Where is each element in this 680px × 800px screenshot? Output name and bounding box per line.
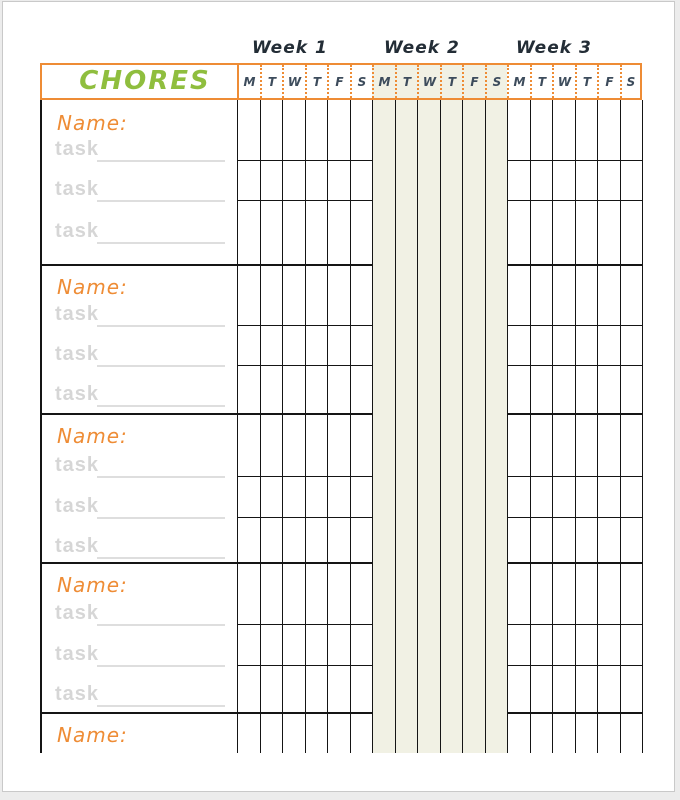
chore-cell[interactable] — [351, 666, 372, 711]
chore-cell[interactable] — [621, 101, 642, 159]
chore-cell[interactable] — [261, 101, 282, 159]
chore-cell[interactable] — [598, 563, 620, 623]
chore-cell[interactable] — [621, 625, 642, 664]
chore-cell[interactable] — [261, 666, 282, 711]
day-header-cell — [597, 65, 620, 98]
day-header-cell — [395, 65, 417, 98]
task-input-line[interactable] — [97, 665, 225, 667]
day-letter: M — [243, 74, 256, 89]
day-header-cell — [417, 65, 440, 98]
chore-cell[interactable] — [328, 201, 350, 263]
grid-vertical-line — [282, 100, 283, 753]
chore-cell[interactable] — [576, 477, 597, 516]
chore-cell[interactable] — [553, 666, 575, 711]
chore-cell[interactable] — [238, 101, 260, 159]
chore-cell[interactable] — [261, 201, 282, 263]
chore-cell[interactable] — [283, 326, 305, 364]
chore-cell[interactable] — [306, 201, 327, 263]
chore-cell[interactable] — [306, 518, 327, 561]
chore-cell[interactable] — [531, 366, 552, 412]
chore-cell[interactable] — [261, 265, 282, 324]
chore-cell[interactable] — [553, 563, 575, 623]
task-input-line[interactable] — [97, 557, 225, 559]
day-letter: T — [582, 74, 592, 89]
day-letter: T — [537, 74, 547, 89]
day-letter: T — [267, 74, 277, 89]
task-input-line[interactable] — [97, 405, 225, 407]
chore-cell[interactable] — [328, 101, 350, 159]
day-header-cell — [507, 65, 530, 98]
chore-cell[interactable] — [621, 201, 642, 263]
name-label: Name: — [57, 573, 128, 597]
task-input-line[interactable] — [97, 365, 225, 367]
chore-cell[interactable] — [283, 161, 305, 199]
chore-cell[interactable] — [238, 265, 260, 324]
week-3-label: Week 3 — [516, 38, 592, 58]
name-input-area[interactable] — [108, 426, 228, 450]
day-letter: S — [357, 74, 367, 89]
chore-cell[interactable] — [553, 518, 575, 561]
chore-cell[interactable] — [328, 414, 350, 475]
task-input-line[interactable] — [97, 705, 225, 707]
chore-cell[interactable] — [576, 666, 597, 711]
chore-cell[interactable] — [283, 265, 305, 324]
chore-cell[interactable] — [283, 414, 305, 475]
chore-cell[interactable] — [598, 201, 620, 263]
chore-cell[interactable] — [531, 625, 552, 664]
day-letter: M — [513, 74, 526, 89]
chore-cell[interactable] — [351, 161, 372, 199]
name-input-area[interactable] — [108, 277, 228, 301]
chore-cell[interactable] — [351, 201, 372, 263]
grid-vertical-line — [260, 100, 261, 753]
chore-cell[interactable] — [283, 201, 305, 263]
day-letter: F — [470, 74, 479, 89]
grid-vertical-line — [327, 100, 328, 753]
chore-cell[interactable] — [351, 366, 372, 412]
chore-cell[interactable] — [553, 326, 575, 364]
chore-cell[interactable] — [283, 101, 305, 159]
task-label: task — [55, 383, 100, 405]
chore-cell[interactable] — [238, 666, 260, 711]
chore-cell[interactable] — [621, 666, 642, 711]
chore-cell[interactable] — [328, 625, 350, 664]
day-header-cell — [305, 65, 327, 98]
chore-cell[interactable] — [306, 414, 327, 475]
chore-cell[interactable] — [598, 477, 620, 516]
task-input-line[interactable] — [97, 200, 225, 202]
grid-vertical-line — [485, 100, 486, 753]
chore-cell[interactable] — [598, 265, 620, 324]
day-letter: S — [492, 74, 502, 89]
chore-cell[interactable] — [238, 414, 260, 475]
grid-vertical-line — [620, 100, 621, 753]
chore-cell[interactable] — [508, 713, 530, 752]
chore-cell[interactable] — [576, 101, 597, 159]
day-header-cell — [282, 65, 305, 98]
chore-cell[interactable] — [598, 326, 620, 364]
chore-cell[interactable] — [508, 625, 530, 664]
task-label: task — [55, 683, 100, 705]
task-input-line[interactable] — [97, 624, 225, 626]
chore-cell[interactable] — [351, 563, 372, 623]
chore-cell[interactable] — [576, 161, 597, 199]
chore-cell[interactable] — [508, 563, 530, 623]
chore-cell[interactable] — [508, 477, 530, 516]
grid-vertical-line — [440, 100, 441, 753]
chore-cell[interactable] — [306, 625, 327, 664]
chore-cell[interactable] — [328, 161, 350, 199]
chore-cell[interactable] — [238, 518, 260, 561]
chore-cell[interactable] — [553, 101, 575, 159]
chore-cell[interactable] — [306, 666, 327, 711]
week-1-label: Week 1 — [252, 38, 328, 58]
chore-cell[interactable] — [328, 713, 350, 752]
chore-cell[interactable] — [261, 326, 282, 364]
chore-cell[interactable] — [306, 326, 327, 364]
chore-cell[interactable] — [531, 161, 552, 199]
grid-vertical-line — [350, 100, 351, 753]
week-2-label: Week 2 — [384, 38, 460, 58]
chore-cell[interactable] — [238, 563, 260, 623]
day-letter: T — [447, 74, 457, 89]
chore-cell[interactable] — [531, 414, 552, 475]
grid-vertical-line — [575, 100, 576, 753]
chore-cell[interactable] — [576, 366, 597, 412]
grid-vertical-line — [417, 100, 418, 753]
day-header-cell — [237, 65, 260, 98]
task-label: task — [55, 178, 100, 200]
chore-cell[interactable] — [283, 625, 305, 664]
task-label: task — [55, 138, 100, 160]
chore-cell[interactable] — [531, 666, 552, 711]
day-letter: M — [378, 74, 391, 89]
name-label: Name: — [57, 111, 128, 135]
chore-cell[interactable] — [328, 366, 350, 412]
chore-cell[interactable] — [283, 477, 305, 516]
chore-cell[interactable] — [238, 366, 260, 412]
chore-cell[interactable] — [328, 477, 350, 516]
chore-cell[interactable] — [531, 518, 552, 561]
grid-vertical-line — [642, 100, 643, 753]
name-label: Name: — [57, 275, 128, 299]
chore-cell[interactable] — [508, 414, 530, 475]
chore-cell[interactable] — [283, 366, 305, 412]
chore-cell[interactable] — [531, 101, 552, 159]
chore-cell[interactable] — [598, 414, 620, 475]
chore-cell[interactable] — [351, 518, 372, 561]
day-header-cell — [260, 65, 282, 98]
chore-cell[interactable] — [351, 713, 372, 752]
chore-cell[interactable] — [306, 563, 327, 623]
day-header-cell — [350, 65, 372, 98]
chore-cell[interactable] — [261, 366, 282, 412]
task-input-line[interactable] — [97, 517, 225, 519]
chore-cell[interactable] — [553, 414, 575, 475]
day-letter: S — [626, 74, 636, 89]
chore-cell[interactable] — [598, 666, 620, 711]
chore-cell[interactable] — [261, 518, 282, 561]
chore-cell[interactable] — [306, 101, 327, 159]
task-label: task — [55, 454, 100, 476]
chore-cell[interactable] — [576, 201, 597, 263]
chore-cell[interactable] — [351, 414, 372, 475]
chore-cell[interactable] — [621, 161, 642, 199]
chore-cell[interactable] — [576, 326, 597, 364]
day-letter: W — [422, 74, 437, 89]
task-label: task — [55, 535, 100, 557]
chore-cell[interactable] — [238, 326, 260, 364]
day-header-cell — [485, 65, 507, 98]
chore-cell[interactable] — [306, 713, 327, 752]
chore-cell[interactable] — [621, 477, 642, 516]
grid-vertical-line — [507, 100, 508, 753]
chore-cell[interactable] — [576, 414, 597, 475]
chore-cell[interactable] — [261, 563, 282, 623]
grid-vertical-line — [462, 100, 463, 753]
chore-cell[interactable] — [531, 326, 552, 364]
grid-vertical-line — [237, 100, 238, 753]
chore-cell[interactable] — [621, 518, 642, 561]
chore-cell[interactable] — [553, 366, 575, 412]
table-left-border — [40, 100, 42, 753]
chore-cell[interactable] — [306, 265, 327, 324]
chore-cell[interactable] — [576, 265, 597, 324]
day-letter: F — [605, 74, 614, 89]
chore-cell[interactable] — [553, 265, 575, 324]
chore-cell[interactable] — [351, 101, 372, 159]
chore-cell[interactable] — [283, 713, 305, 752]
chart-title: CHORES — [79, 66, 211, 96]
chore-cell[interactable] — [553, 477, 575, 516]
grid-vertical-line — [597, 100, 598, 753]
day-letter: T — [402, 74, 412, 89]
chore-cell[interactable] — [621, 563, 642, 623]
grid-vertical-line — [395, 100, 396, 753]
chore-cell[interactable] — [238, 713, 260, 752]
day-letter: T — [312, 74, 322, 89]
day-header-cell — [440, 65, 462, 98]
chore-cell[interactable] — [283, 563, 305, 623]
name-input-area[interactable] — [108, 113, 228, 137]
chore-cell[interactable] — [328, 563, 350, 623]
chore-cell[interactable] — [351, 265, 372, 324]
chore-cell[interactable] — [531, 713, 552, 752]
name-label: Name: — [57, 723, 128, 747]
task-input-line[interactable] — [97, 325, 225, 327]
chore-cell[interactable] — [576, 625, 597, 664]
chore-cell[interactable] — [576, 563, 597, 623]
chore-cell[interactable] — [283, 666, 305, 711]
chore-cell[interactable] — [351, 326, 372, 364]
chore-cell[interactable] — [508, 366, 530, 412]
chore-cell[interactable] — [553, 161, 575, 199]
chore-cell[interactable] — [328, 265, 350, 324]
chore-cell[interactable] — [508, 161, 530, 199]
chore-cell[interactable] — [621, 414, 642, 475]
task-input-line[interactable] — [97, 242, 225, 244]
day-header-cell — [372, 65, 395, 98]
day-letter: F — [335, 74, 344, 89]
chore-cell[interactable] — [508, 518, 530, 561]
chore-cell[interactable] — [598, 161, 620, 199]
chore-cell[interactable] — [553, 625, 575, 664]
task-label: task — [55, 303, 100, 325]
grid-vertical-line — [372, 100, 373, 753]
task-label: task — [55, 643, 100, 665]
task-label: task — [55, 343, 100, 365]
chore-cell[interactable] — [261, 713, 282, 752]
chore-cell[interactable] — [283, 518, 305, 561]
chore-cell[interactable] — [531, 265, 552, 324]
chore-cell[interactable] — [306, 161, 327, 199]
task-label: task — [55, 495, 100, 517]
chore-cell[interactable] — [508, 101, 530, 159]
chore-cell[interactable] — [306, 477, 327, 516]
day-header-cell — [620, 65, 642, 98]
chore-cell[interactable] — [238, 201, 260, 263]
chore-cell[interactable] — [621, 366, 642, 412]
name-input-area[interactable] — [108, 575, 228, 599]
task-input-line[interactable] — [97, 160, 225, 162]
chore-cell[interactable] — [621, 265, 642, 324]
chore-cell[interactable] — [576, 713, 597, 752]
day-header-cell — [462, 65, 485, 98]
chore-cell[interactable] — [328, 666, 350, 711]
task-label: task — [55, 220, 100, 242]
grid-vertical-line — [305, 100, 306, 753]
chore-cell[interactable] — [238, 625, 260, 664]
day-letter: W — [287, 74, 302, 89]
day-header-cell — [575, 65, 597, 98]
chore-cell[interactable] — [238, 161, 260, 199]
chore-cell[interactable] — [598, 713, 620, 752]
day-letter: W — [557, 74, 572, 89]
chore-cell[interactable] — [351, 625, 372, 664]
chore-cell[interactable] — [261, 161, 282, 199]
day-header-cell — [552, 65, 575, 98]
chore-cell[interactable] — [261, 477, 282, 516]
chore-cell[interactable] — [261, 414, 282, 475]
day-header-cell — [530, 65, 552, 98]
chore-cell[interactable] — [238, 477, 260, 516]
chore-cell[interactable] — [508, 326, 530, 364]
chore-cell[interactable] — [508, 201, 530, 263]
grid-vertical-line — [552, 100, 553, 753]
chore-cell[interactable] — [531, 201, 552, 263]
chore-cell[interactable] — [261, 625, 282, 664]
chore-cell[interactable] — [598, 101, 620, 159]
chore-cell[interactable] — [328, 326, 350, 364]
chore-cell[interactable] — [306, 366, 327, 412]
chore-cell[interactable] — [598, 625, 620, 664]
chore-cell[interactable] — [531, 563, 552, 623]
chore-cell[interactable] — [351, 477, 372, 516]
task-label: task — [55, 602, 100, 624]
chore-cell[interactable] — [553, 201, 575, 263]
chore-cell[interactable] — [531, 477, 552, 516]
grid-vertical-line — [530, 100, 531, 753]
chore-cell[interactable] — [553, 713, 575, 752]
chore-cell[interactable] — [328, 518, 350, 561]
chore-cell[interactable] — [598, 366, 620, 412]
chore-cell[interactable] — [508, 666, 530, 711]
chore-cell[interactable] — [576, 518, 597, 561]
chore-cell[interactable] — [621, 713, 642, 752]
chore-cell[interactable] — [508, 265, 530, 324]
chore-cell[interactable] — [621, 326, 642, 364]
task-input-line[interactable] — [97, 476, 225, 478]
name-input-area[interactable] — [108, 725, 228, 749]
day-header-cell — [327, 65, 350, 98]
chore-cell[interactable] — [598, 518, 620, 561]
name-label: Name: — [57, 424, 128, 448]
